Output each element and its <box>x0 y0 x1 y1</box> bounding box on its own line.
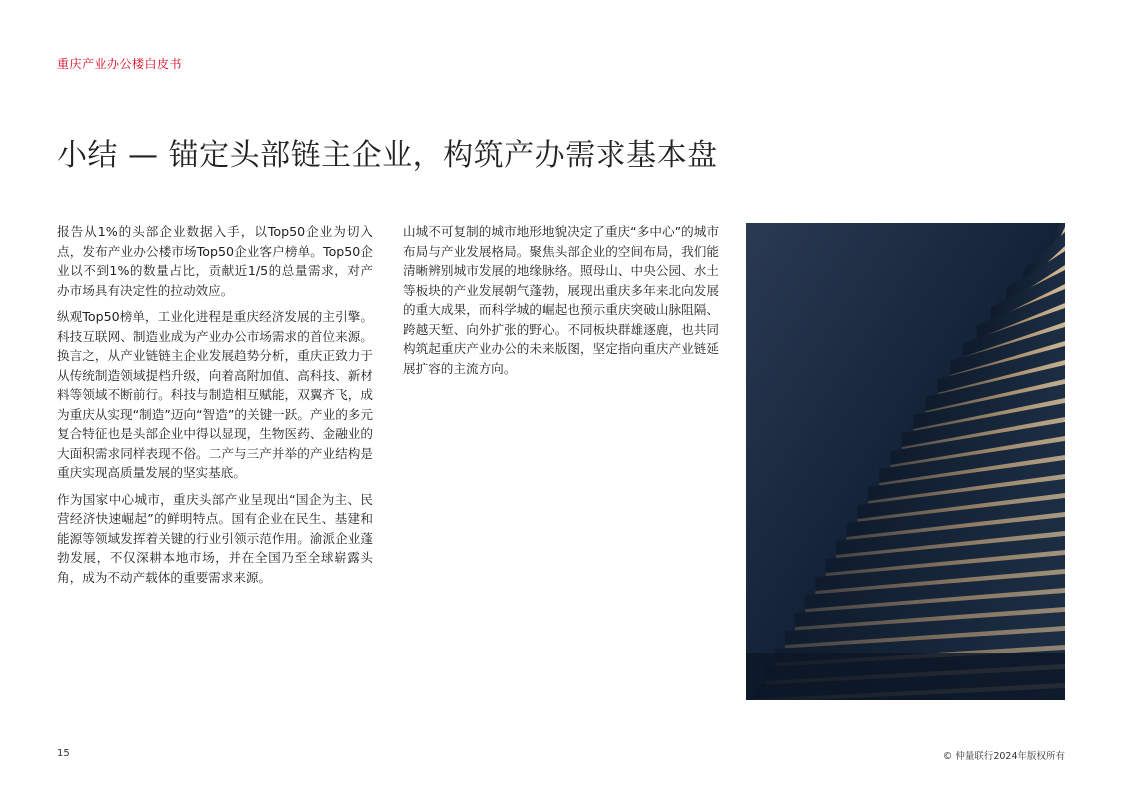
page-title: 小结 — 锚定头部链主企业，构筑产办需求基本盘 <box>57 138 718 173</box>
paragraph: 报告从1%的头部企业数据入手，以Top50企业为切入点，发布产业办公楼市场Top50企业客户榜单。Top50企业以不到1%的数量占比，贡献近1/5的总量需求，对产办市场具有决定性的拉动效应。 <box>57 224 373 298</box>
paragraph: 作为国家中心城市，重庆头部产业呈现出“国企为主、民营经济快速崛起”的鲜明特点。国有企业在民生、基建和能源等领域发挥着关键的行业引领示范作用。渝派企业蓬勃发展，不仅深耕本地市场，并在全国乃至全球崭露头角，成为不动产载体的重要需求来源。 <box>57 491 373 585</box>
right-text-column <box>403 222 719 385</box>
building-illustration <box>746 223 1065 700</box>
copyright-notice: © 仲量联行2024年版权所有 <box>942 751 1065 762</box>
paragraph: 纵观Top50榜单，工业化进程是重庆经济发展的主引擎。科技互联网、制造业成为产业办公市场需求的首位来源。换言之，从产业链链主企业发展趋势分析，重庆正致力于从传统制造领域提档升级，向着高附加值、高科技、新材料等领域不断前行。科技与制造相互赋能，双翼齐飞，成为重庆从实现“制造”迈向“智造”的关键一跃。产业的多元复合特征也是头部企业中得以显现，生物医药、金融业的大面积需求同样表现不俗。二产与三产并举的产业结构是重庆实现高质量发展的坚实基底。 <box>57 309 373 480</box>
report-header: 重庆产业办公楼白皮书 <box>57 57 183 71</box>
paragraph: 山城不可复制的城市地形地貌决定了重庆“多中心”的城市布局与产业发展格局。聚焦头部企业的空间布局，我们能清晰辨别城市发展的地缘脉络。照母山、中央公园、水土等板块的产业发展朝气蓬勃，展现出重庆多年来北向发展的重大成果，而科学城的崛起也预示重庆突破山脉阻隔、跨越天堑、向外扩张的野心。不同板块群雄逐鹿，也共同构筑起重庆产业办公的未来版图，坚定指向重庆产业链延展扩容的主流方向。 <box>403 224 719 376</box>
left-text-column <box>57 222 373 594</box>
building-photo <box>746 223 1065 700</box>
page-number: 15 <box>57 748 70 759</box>
